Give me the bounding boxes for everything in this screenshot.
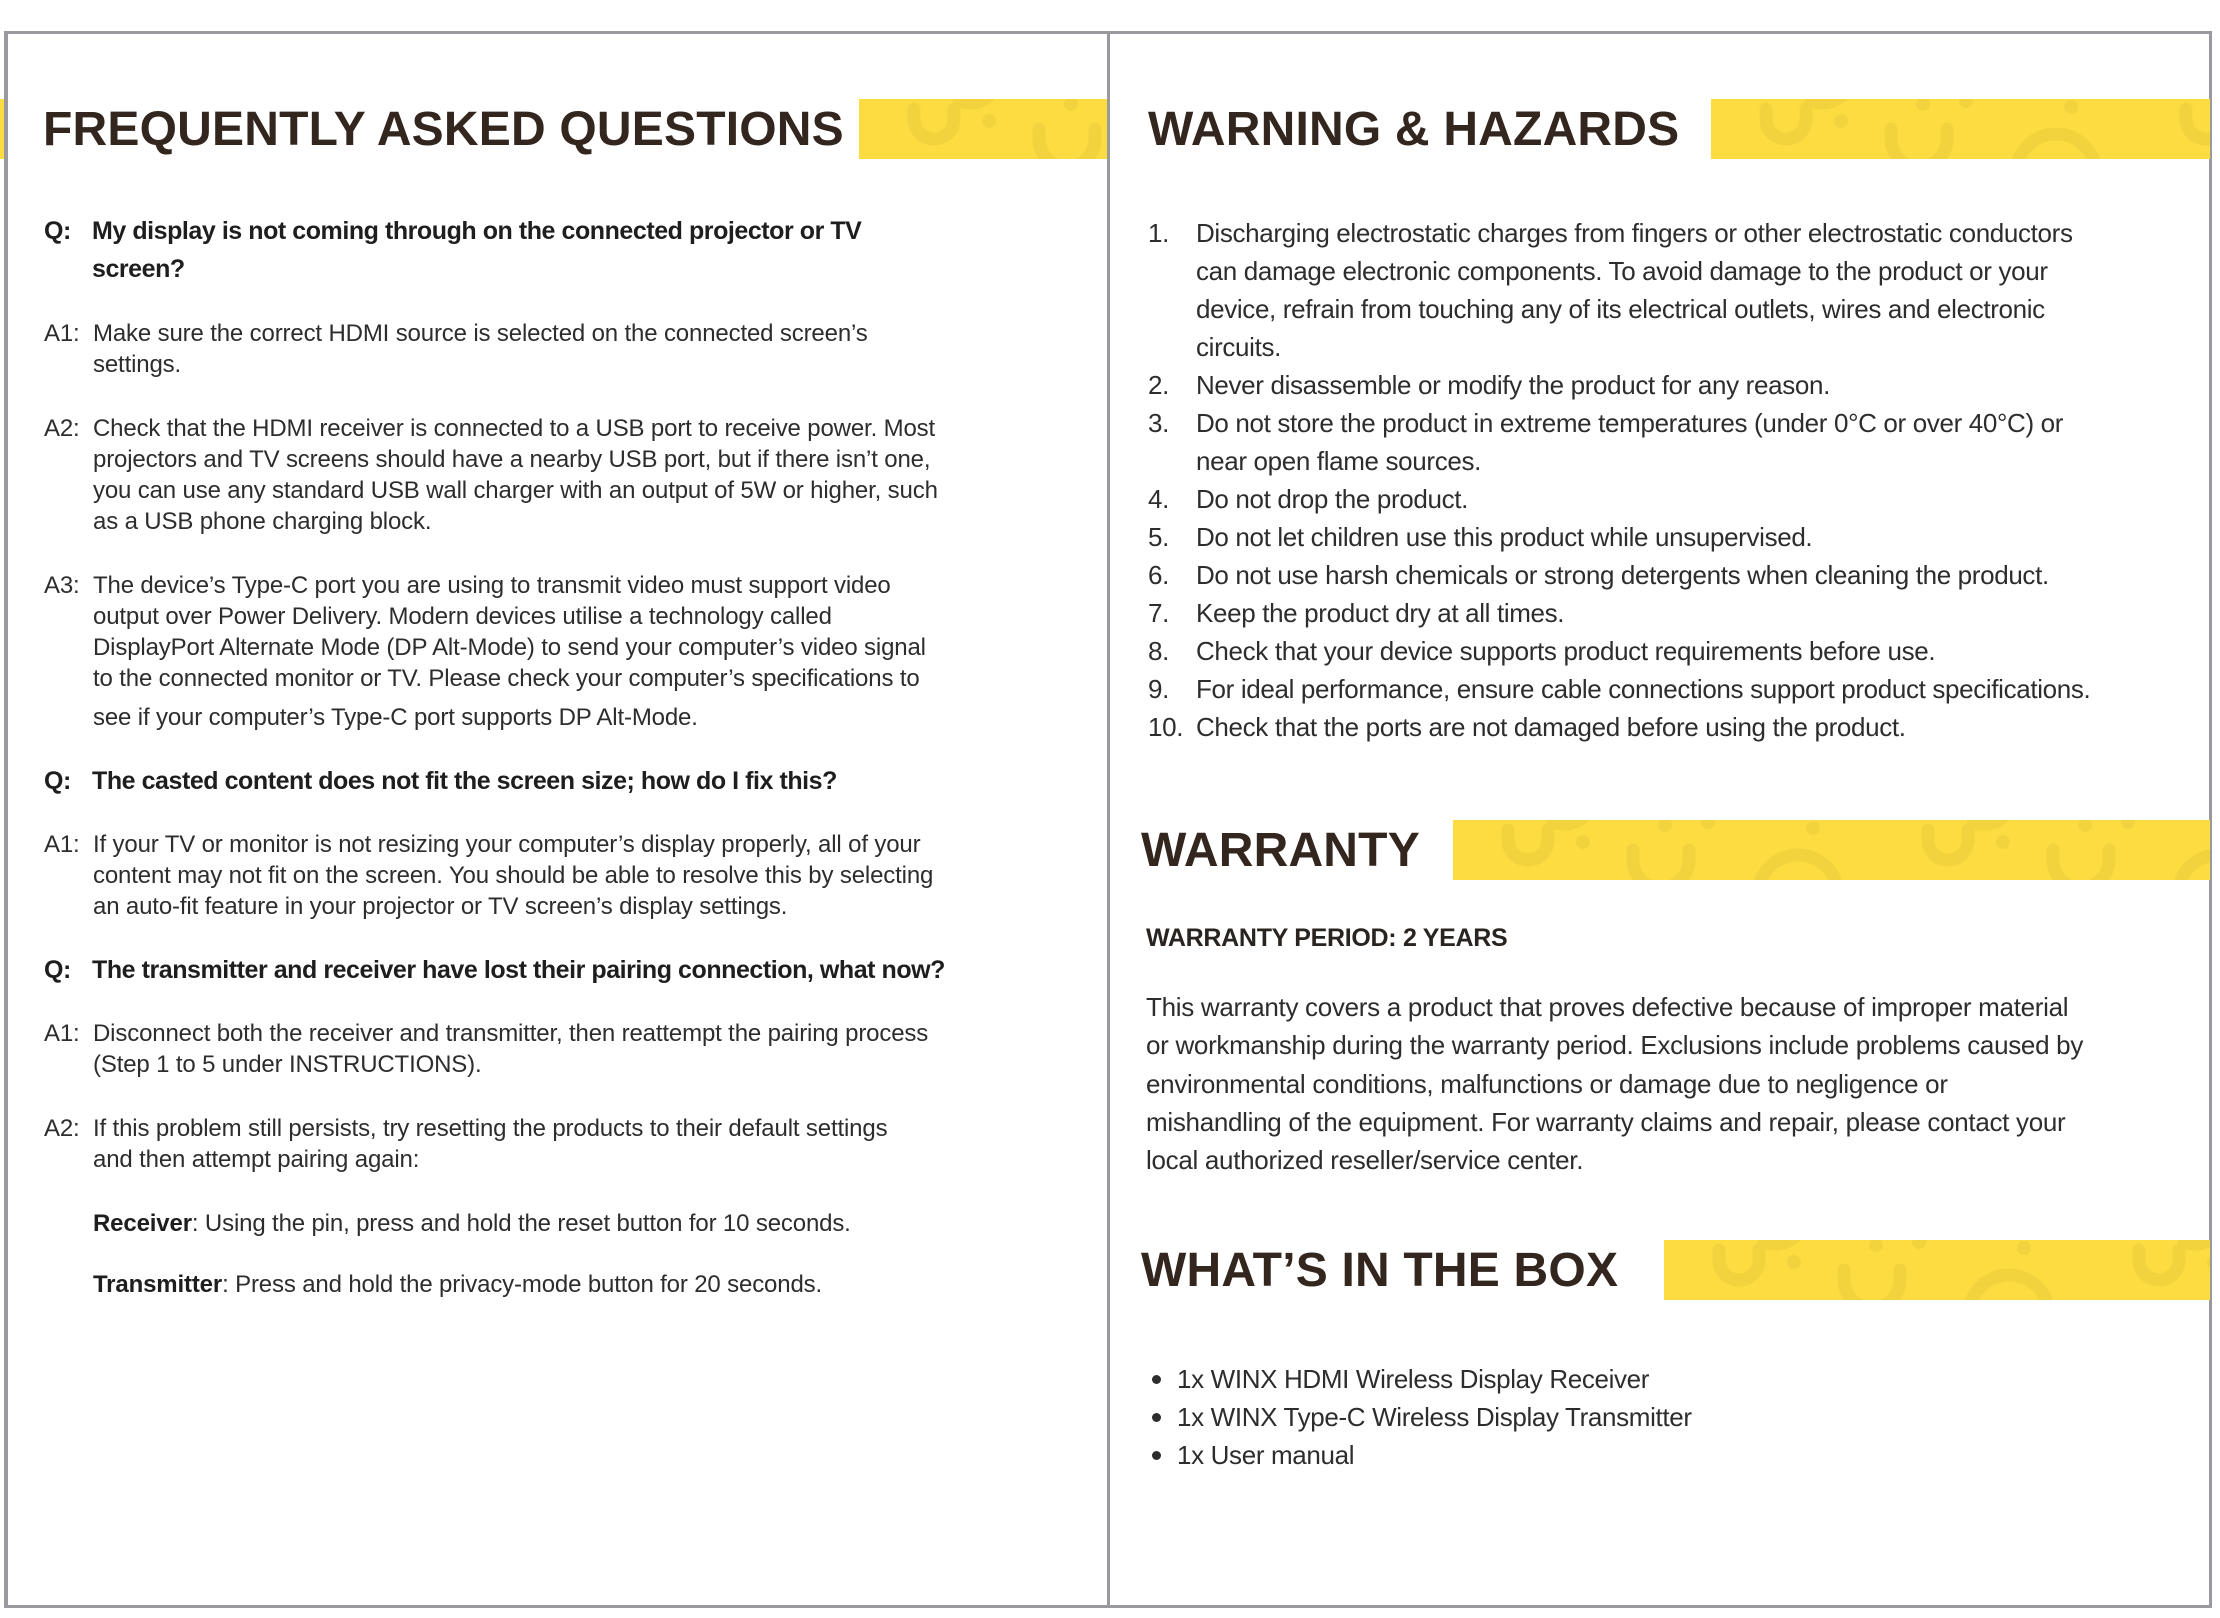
answer-line: content may not fit on the screen. You should be able to resolve this by selecting (93, 862, 934, 889)
faq-left-accent-strip (0, 99, 4, 159)
warning-line: Do not store the product in extreme temperatures (under 0°C or over 40°C) or (1196, 408, 2064, 438)
warranty-period: WARRANTY PERIOD: 2 YEARS (1146, 924, 1508, 952)
warranty-line: This warranty covers a product that proves defective because of improper material (1146, 992, 2069, 1022)
answer-line: settings. (93, 351, 182, 378)
warranty-description (1146, 988, 2083, 1179)
question-line: The transmitter and receiver have lost their pairing connection, what now? (92, 956, 945, 984)
answer-label: A1: (44, 831, 80, 858)
reset-instruction-text: : Using the pin, press and hold the reset button for 10 seconds. (191, 1210, 851, 1237)
answer-label: A2: (44, 415, 80, 442)
warning-item (1148, 556, 2090, 594)
warning-item (1148, 480, 2090, 518)
reset-instruction-text: : Press and hold the privacy-mode button for 20 seconds. (222, 1271, 823, 1298)
warning-line: Do not drop the product. (1196, 484, 1469, 514)
frame-left-border (4, 31, 8, 1608)
warning-number: 1. (1148, 218, 1169, 248)
faq-answer-3-2 (44, 1113, 887, 1175)
answer-line: projectors and TV screens should have a nearby USB port, but if there isn’t one, (93, 446, 931, 473)
warranty-line: local authorized reseller/service center. (1146, 1145, 1584, 1176)
warnings-title: WARNING & HAZARDS (1148, 103, 1680, 156)
warning-line: Check that the ports are not damaged before using the product. (1196, 712, 1906, 742)
warning-line: Keep the product dry at all times. (1196, 598, 1565, 628)
warning-number: 2. (1148, 370, 1169, 400)
warning-item (1148, 708, 2090, 746)
warnings-title-accent-bar (1711, 99, 2210, 159)
answer-label: A1: (44, 320, 80, 347)
answer-line: The device’s Type-C port you are using to transmit video must support video (93, 572, 891, 599)
warning-item (1148, 632, 2090, 670)
warning-number: 3. (1148, 408, 1169, 438)
faq-answer-2-1 (44, 829, 933, 922)
warning-item (1148, 670, 2090, 708)
warning-line: Never disassemble or modify the product for any reason. (1196, 370, 1830, 400)
question-line: My display is not coming through on the connected projector or TV (92, 217, 862, 245)
smile-pattern-icon (859, 99, 1107, 159)
warning-number: 6. (1148, 560, 1169, 590)
answer-line: see if your computer’s Type-C port supports DP Alt-Mode. (93, 704, 698, 731)
answer-line: (Step 1 to 5 under INSTRUCTIONS). (93, 1051, 482, 1078)
reset-device-label: Receiver (93, 1210, 192, 1237)
smile-pattern-icon (1453, 820, 2210, 880)
warning-number: 5. (1148, 522, 1169, 552)
bullet-icon (1152, 1451, 1161, 1460)
warnings-list (1148, 214, 2090, 746)
warning-line: For ideal performance, ensure cable connections support product specifications. (1196, 674, 2091, 704)
bullet-icon (1152, 1375, 1161, 1384)
frame-bottom-border (4, 1605, 2212, 1608)
warning-number: 10. (1148, 712, 1184, 742)
warning-line: circuits. (1196, 332, 1281, 362)
answer-line: to the connected monitor or TV. Please check your computer’s specifications to (93, 665, 920, 692)
warning-number: 9. (1148, 674, 1169, 704)
question-line: screen? (92, 255, 185, 283)
question-line: The casted content does not fit the screen size; how do I fix this? (92, 767, 837, 795)
warning-line: can damage electronic components. To avoid damage to the product or your (1196, 256, 2048, 286)
faq-answer-3-1 (44, 1018, 928, 1080)
warning-line: Check that your device supports product requirements before use. (1196, 636, 1936, 666)
faq-answer-1-3 (44, 570, 926, 733)
warning-number: 7. (1148, 598, 1169, 628)
question-label: Q: (44, 956, 71, 984)
answer-line: DisplayPort Alternate Mode (DP Alt-Mode) to send your computer’s video signal (93, 634, 926, 661)
warning-item (1148, 214, 2090, 366)
page-divider (1107, 31, 1110, 1608)
answer-line: Check that the HDMI receiver is connected to a USB port to receive power. Most (93, 415, 936, 442)
reset-instruction-receiver (93, 1208, 851, 1239)
warranty-line: mishandling of the equipment. For warranty claims and repair, please contact your (1146, 1106, 2066, 1137)
answer-label: A1: (44, 1020, 80, 1047)
faq-question-2 (44, 762, 837, 800)
warning-number: 8. (1148, 636, 1169, 666)
faq-question-3 (44, 951, 945, 989)
box-contents-list (1150, 1360, 1692, 1474)
warning-line: device, refrain from touching any of its electrical outlets, wires and electronic (1196, 294, 2045, 324)
warning-line: near open flame sources. (1196, 446, 1481, 476)
answer-line: you can use any standard USB wall charger with an output of 5W or higher, such (93, 477, 938, 504)
warning-line: Discharging electrostatic charges from fingers or other electrostatic conductors (1196, 218, 2073, 248)
answer-label: A3: (44, 572, 80, 599)
box-title: WHAT’S IN THE BOX (1141, 1244, 1619, 1297)
answer-label: A2: (44, 1115, 80, 1142)
warning-line: Do not use harsh chemicals or strong detergents when cleaning the product. (1196, 560, 2049, 590)
warning-item (1148, 366, 2090, 404)
answer-line: as a USB phone charging block. (93, 508, 432, 535)
smile-pattern-icon (1711, 99, 2210, 159)
faq-title-accent-bar (859, 99, 1107, 159)
reset-device-label: Transmitter (93, 1271, 223, 1298)
bullet-icon (1152, 1413, 1161, 1422)
question-label: Q: (44, 767, 71, 795)
warning-item (1148, 518, 2090, 556)
answer-line: and then attempt pairing again: (93, 1146, 420, 1173)
box-item-text: 1x WINX HDMI Wireless Display Receiver (1177, 1364, 1650, 1394)
answer-line: If your TV or monitor is not resizing your computer’s display properly, all of your (93, 831, 921, 858)
warning-item (1148, 404, 2090, 480)
question-label: Q: (44, 217, 71, 245)
warranty-title-accent-bar (1453, 820, 2210, 880)
answer-line: an auto-fit feature in your projector or TV screen’s display settings. (93, 893, 788, 920)
answer-line: If this problem still persists, try resetting the products to their default settings (93, 1115, 888, 1142)
box-item (1150, 1360, 1692, 1398)
faq-answer-1-1 (44, 318, 868, 380)
faq-answer-1-2 (44, 413, 938, 537)
reset-instruction-transmitter (93, 1269, 822, 1300)
box-item (1150, 1436, 1692, 1474)
warning-item (1148, 594, 2090, 632)
faq-question-1 (44, 212, 861, 288)
box-item (1150, 1398, 1692, 1436)
warranty-line: environmental conditions, malfunctions or damage due to negligence or (1146, 1068, 1948, 1099)
answer-line: output over Power Delivery. Modern devices utilise a technology called (93, 603, 832, 630)
answer-line: Disconnect both the receiver and transmitter, then reattempt the pairing process (93, 1020, 929, 1047)
warning-line: Do not let children use this product while unsupervised. (1196, 522, 1813, 552)
warranty-title: WARRANTY (1141, 824, 1420, 877)
warning-number: 4. (1148, 484, 1169, 514)
faq-title: FREQUENTLY ASKED QUESTIONS (43, 103, 844, 156)
warranty-line: or workmanship during the warranty period. Exclusions include problems caused by (1146, 1030, 2084, 1061)
answer-line: Make sure the correct HDMI source is selected on the connected screen’s (93, 320, 868, 347)
box-item-text: 1x WINX Type-C Wireless Display Transmitter (1177, 1402, 1692, 1432)
box-title-accent-bar (1664, 1240, 2210, 1300)
box-item-text: 1x User manual (1177, 1440, 1355, 1470)
smile-pattern-icon (1664, 1240, 2210, 1300)
